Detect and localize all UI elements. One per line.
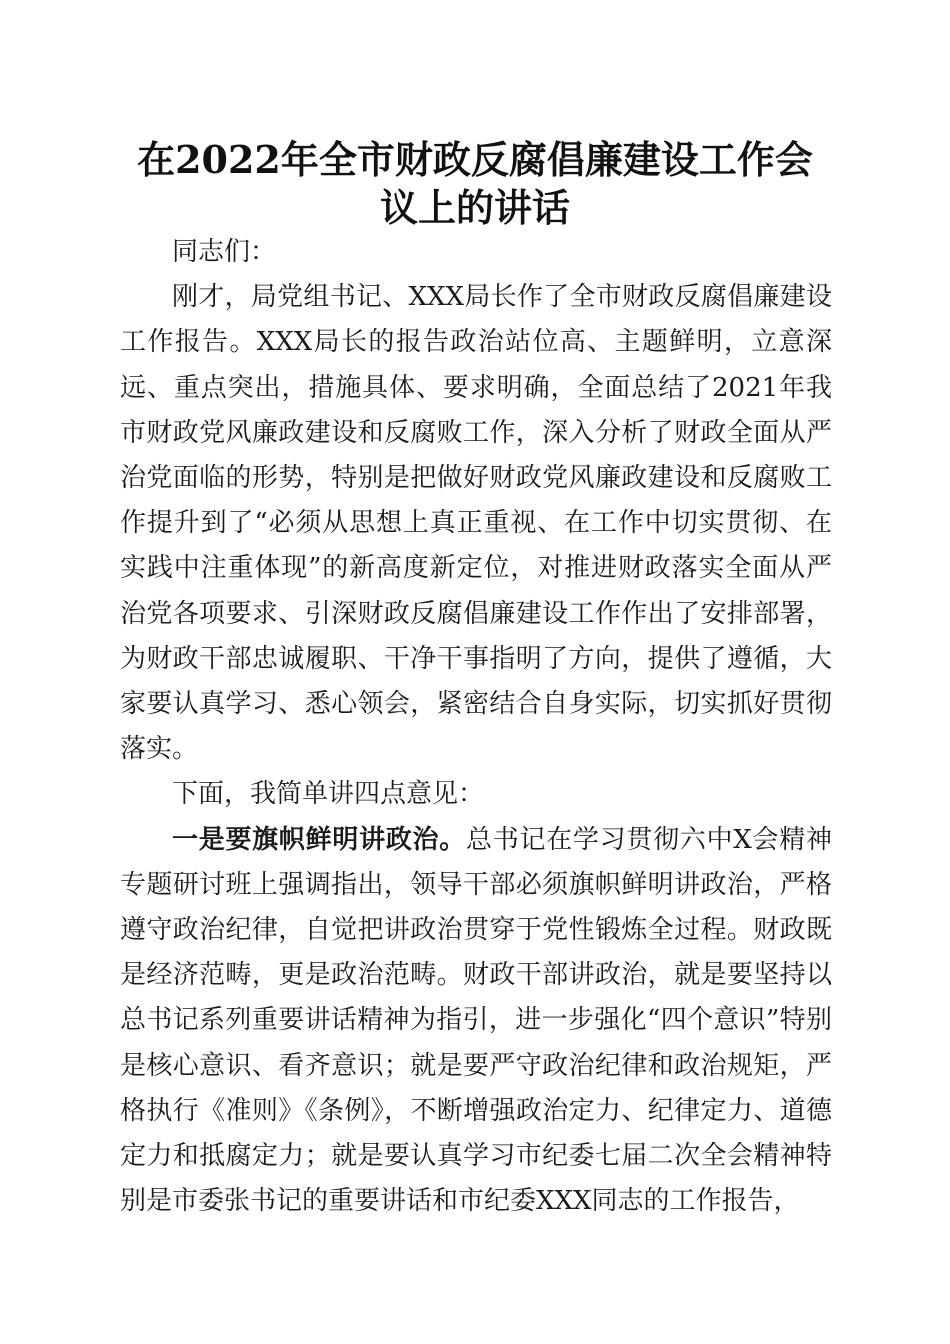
paragraph-intro-points: 下面，我简单讲四点意见： xyxy=(172,779,485,810)
salutation: 同志们： xyxy=(172,237,277,267)
paragraph-point-one xyxy=(120,818,832,1225)
point-one-text: 总书记在学习贯彻六中X会精神专题研讨班上强调指出，领导干部必须旗帜鲜明讲政治，严格遵守政治纪律，自觉把讲政治贯穿于党性锻炼全过程。财政既是经济范畴，更是政治范畴。财政干部讲政治，就是要坚持以总书记系列重要讲话精神为指引，进一步强化“四个意识”特别是核心意识、看齐意识；就是要严守政治纪律和政治规矩，严格执行《准则》《条例》，不断增强政治定力、纪律定力、道德定力和抵腐定力；就是要认真学习市纪委七届二次全会精神特别是市委张书记的重要讲话和市纪委XXX同志的工作报告， xyxy=(120,824,832,1217)
document-title: 在2022年全市财政反腐倡廉建设工作会议上的讲话 xyxy=(137,137,813,230)
document-body xyxy=(120,230,832,1224)
point-one-heading: 一是要旗帜鲜明讲政治。 xyxy=(172,824,467,855)
paragraph-report-summary: 刚才，局党组书记、XXX局长作了全市财政反腐倡廉建设工作报告。XXX局长的报告政治站位高、主题鲜明，立意深远、重点突出，措施具体、要求明确，全面总结了2021年我市财政党风廉政建设和反腐败工作，深入分析了财政全面从严治党面临的形势，特别是把做好财政党风廉政建设和反腐败工作提升到了“必须从思想上真正重视、在工作中切实贯彻、在实践中注重体现”的新高度新定位，对推进财政落实全面从严治党各项要求、引深财政反腐倡廉建设工作作出了安排部署，为财政干部忠诚履职、干净干事指明了方向，提供了遵循，大家要认真学习、悉心领会，紧密结合自身实际，切实抓好贯彻落实。 xyxy=(120,282,832,765)
